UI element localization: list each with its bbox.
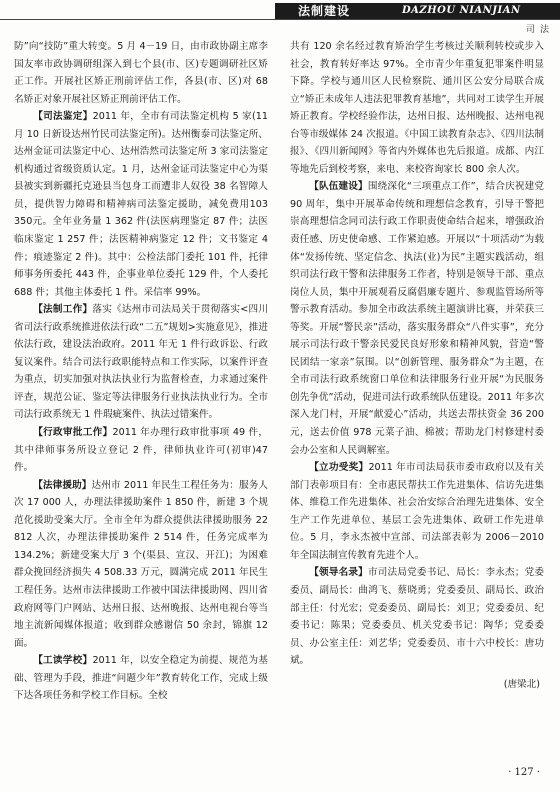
paragraph-text: 共有 120 余名经过教育矫治学生考核过关顺利转校或步入社会，教育转好率达 97%。全市青少年重复犯罪案件明显下降。学校与通川区人民检察院、通川区公安分局联合成立“矫正未成年人违法犯罪教育基地”，共同对工读学生开展矫正教育。学校经验作法，达州日报、达州晚报、达州电视台等市级媒体 24 次报道。《中国工读教育杂志》、《四川法制报》、《四川新闻网》等省内外媒体也先后报道。成都、内江等地先后到校考察，来电、来校咨询家长 800 余人次。 xyxy=(290,41,544,175)
header-rule xyxy=(0,19,560,20)
section-tag: 【法律援助】 xyxy=(33,479,92,491)
section-tag: 【司法鉴定】 xyxy=(33,111,93,123)
paragraph-text: 2011 年市司法局获市委市政府以及有关部门表彰项目有：全市惠民帮扶工作先进集体、信访先进集体、维稳工作先进集体、社会治安综合治理先进集体、安全生产工作先进单位、基层工会先进集体、政研工作先进单位。5 月，李永杰被中宣部、司法部表彰为 2006－2010 年全国法制宣传教育先进个人。 xyxy=(290,462,545,561)
running-header xyxy=(0,0,560,35)
paragraph-text: 达州市 2011 年民生工程任务为：服务人次 17 000 人，办理法律援助案件 1 850 件，新建 3 个规范化援助受案大厅。全市全年为群众提供法律援助服务 22 812 人次，办理法律援助案件 2 514 件，任务完成率为 134.2%；新建受案大厅 3 个(渠县、宣汉、开江)；为困难群众挽回经济损失 4 508.33 万元，圆满完成 2011 年民生工程任务。达州市法律援助工作被中国法律援助网、四川省政府网等门户网站、达州日报、达州晚报、达州电视台等当地主流新闻媒体报道；收到群众感谢信 50 余封，锦旗 12 面。 xyxy=(14,479,269,649)
section-tag: 【立功受奖】 xyxy=(309,462,369,474)
category-label: 司法 xyxy=(525,25,554,35)
section-title: 法制建设 xyxy=(298,4,351,18)
section-tag: 【法制工作】 xyxy=(33,304,93,316)
paragraph-text: 防”向“技防”重大转变。5 月 4－19 日，由市政协副主席李国友率市政协调研组深入到七个县(市、区)专题调研社区矫正工作。开展社区矫正刑前评估工作，各县(市、区)对 68 名矫正对象开展社区矫正刑前评估工作。 xyxy=(14,41,268,105)
paragraph xyxy=(290,178,544,459)
paragraph-text: 围绕深化“三项重点工作”，结合庆祝建党 90 周年，集中开展革命传统和理想信念教育，引导干警把崇高理想信念同司法行政工作职责使命结合起来，增强政治责任感、历史使命感、工作紧迫感。开展以“十项活动”为载体“发扬传统、坚定信念、执法(业)为民”主题实践活动，组织司法行政干警和法律服务工作者，特别是领导干部、重点岗位人员，集中开展观看反腐倡廉专题片、参观监管场所等警示教育活动。参加全市政法系统主题演讲比赛，并荣获三等奖。开展“警民亲”活动，落实服务群众“八件实事”，充分展示司法行政干警亲民爱民良好形象和精神风貌，营造“警民团结一家亲”氛围。以“创新管理、服务群众”为主题，在全市司法行政系统窗口单位和法律服务行业开展“为民服务创先争优”活动，促进司法行政系统队伍建设。2011 年多次深入龙门村，开展“献爱心”活动，共送去帮扶资金 36 200 元，送去价值 978 元菜子油、棉被；帮助龙门村修建村委会办公室和人民调解室。 xyxy=(290,181,544,456)
paragraph-text: 落实《达州市司法局关于贯彻落实<四川省司法行政系统推进依法行政“二五”规划>实施意见》，推进依法行政，建设法治政府。2011 年无 1 件行政诉讼、行政复议案件。结合司法行政职能特点和工作实际，以案件评查为重点，切实加强对执法执业行为监督检查，力求通过案件评查，规范公证、鉴定等法律服务行业执法执业行为。全市司法行政系统无 1 件瑕疵案件、执法过错案件。 xyxy=(14,304,268,421)
paragraph xyxy=(14,108,268,301)
paragraph xyxy=(14,477,268,652)
section-tag: 【队伍建设】 xyxy=(309,181,368,193)
paragraph xyxy=(290,38,544,178)
left-column xyxy=(14,38,268,705)
yearbook-title: DAZHOU NIANJIAN xyxy=(402,5,521,16)
paragraph xyxy=(290,564,544,669)
paragraph-text: 市司法局党委书记、局长：李永杰；党委委员、副局长：曲鸿飞、蔡晓勇；党委委员、副局长、政治部主任：付光宏；党委委员、副局长：刘卫；党委委员、纪委书记：陈果；党委委员、机关党委书记：陶华；党委委员、办公室主任：刘艺华；党委委员、市十六中校长：唐功斌。 xyxy=(290,567,545,667)
paragraph xyxy=(290,459,544,564)
section-tag: 【行政审批工作】 xyxy=(33,427,113,439)
page-number: · 127 · xyxy=(508,767,540,778)
section-tag: 【工读学校】 xyxy=(33,655,93,667)
paragraph xyxy=(14,38,268,108)
paragraph xyxy=(14,424,268,477)
paragraph-text: 2011 年，全市有司法鉴定机构 5 家(11 月 10 日新设达州竹民司法鉴定所)。达州衡泰司法鉴定所、达州金证司法鉴定中心、达州浩然司法鉴定所 3 家司法鉴定机构通过省级资质认定。1 月，达州金证司法鉴定中心为渠县被实到新疆托克逊县当包身工而遭非人奴役 38 名智障人员，提供智力障碍和精神病司法鉴定援助，减免费用103 350元。全年业务量 1 362 件(法医病理鉴定 87 件；法医临床鉴定 1 257 件；法医精神病鉴定 12 件；文书鉴定 4 件；痕迹鉴定 2 件)。其中：公检法部门委托 101 件，托律师事务所委托 443 件，企事业单位委托 129 件，个人委托 688 件；其他主体委托 1 件。采信率 99%。 xyxy=(14,111,268,298)
paragraph xyxy=(14,652,268,705)
paragraph xyxy=(14,301,268,424)
section-tag: 【领导名录】 xyxy=(309,567,368,579)
paragraph-text: 2011 年办理行政审批事项 49 件，其中律师事务所设立登记 2 件，律师执业许可(初审)47 件。 xyxy=(14,427,268,474)
right-column xyxy=(290,38,544,693)
paragraph-text: 2011 年，以安全稳定为前提、规范为基础、管理为手段，推进“问题少年”教育转化工作，完成上级下达各项任务和学校工作目标。全校 xyxy=(14,655,269,702)
author-credit: (唐梁北) xyxy=(503,678,540,690)
